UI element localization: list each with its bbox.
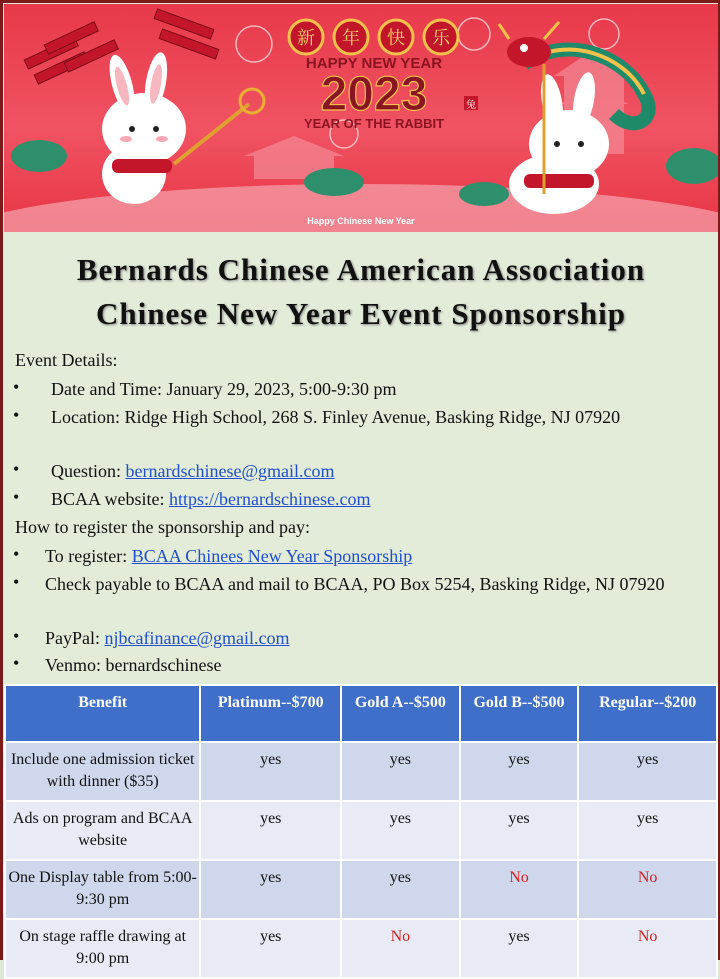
- banner-footer: Happy Chinese New Year: [307, 216, 415, 226]
- header-platinum: Platinum--$700: [200, 685, 341, 742]
- banner-happy-new-year: HAPPY NEW YEAR: [305, 55, 443, 72]
- bullet: •: [13, 572, 20, 592]
- paypal-item: [13, 626, 713, 651]
- tile-char-2: 年: [342, 28, 360, 49]
- tile-char-3: 快: [387, 28, 405, 49]
- banner-year: 2023: [320, 68, 428, 121]
- bullet: •: [13, 405, 20, 425]
- bullet: •: [13, 487, 20, 507]
- website-link[interactable]: https://bernardschinese.com: [169, 489, 371, 509]
- register-link[interactable]: BCAA Chinees New Year Sponsorship: [131, 546, 413, 566]
- register-heading: How to register the sponsorship and pay:: [15, 517, 310, 537]
- header-regular: Regular--$200: [578, 685, 717, 742]
- sponsorship-table: [4, 684, 718, 979]
- table-cell: yes: [578, 742, 717, 801]
- table-cell: yes: [341, 860, 460, 919]
- benefit-cell: On stage raffle drawing at 9:00 pm: [5, 919, 200, 978]
- bullet: •: [13, 544, 20, 564]
- new-year-banner: [4, 4, 718, 232]
- header-gold-b: Gold B--$500: [460, 685, 579, 742]
- register-label: To register:: [45, 546, 132, 566]
- table-header-row: [5, 685, 717, 742]
- event-location-item: [13, 405, 713, 457]
- header-gold-a: Gold A--$500: [341, 685, 460, 742]
- benefit-cell: One Display table from 5:00-9:30 pm: [5, 860, 200, 919]
- table-cell: yes: [578, 801, 717, 860]
- table-cell: yes: [460, 801, 579, 860]
- website-label: BCAA website:: [51, 489, 170, 509]
- title-association: Bernards Chinese American Association: [76, 252, 646, 287]
- table-cell: No: [460, 860, 579, 919]
- table-row: [5, 860, 717, 919]
- table-cell: No: [578, 919, 717, 978]
- register-item: [13, 544, 713, 569]
- bullet: •: [13, 626, 20, 646]
- check-item: [13, 572, 713, 624]
- table-row: [5, 742, 717, 801]
- date-label: Date and Time:: [51, 379, 167, 399]
- content-panel: [4, 232, 718, 967]
- table-cell: yes: [341, 742, 460, 801]
- table-row: [5, 919, 717, 978]
- event-question-item: [13, 459, 713, 484]
- benefit-cell: Ads on program and BCAA website: [5, 801, 200, 860]
- table-cell: yes: [460, 742, 579, 801]
- banner-seal: 兔: [466, 100, 476, 111]
- banner-illustration: [4, 4, 718, 232]
- table-cell: No: [341, 919, 460, 978]
- date-value: January 29, 2023, 5:00-9:30 pm: [166, 379, 397, 399]
- table-row: [5, 801, 717, 860]
- question-email-link[interactable]: bernardschinese@gmail.com: [125, 461, 335, 481]
- table-cell: yes: [200, 742, 341, 801]
- table-cell: No: [578, 860, 717, 919]
- left-rabbit: [102, 51, 264, 204]
- benefit-cell: Include one admission ticket with dinner ($35): [5, 742, 200, 801]
- check-text: Check payable to BCAA and mail to BCAA, PO Box 5254, Basking Ridge, NJ 07920: [45, 574, 665, 594]
- bullet: •: [13, 459, 20, 479]
- greeting-tiles: [289, 20, 458, 54]
- tile-char-1: 新: [297, 28, 315, 49]
- banner-year-of-rabbit: YEAR OF THE RABBIT: [303, 116, 445, 131]
- table-cell: yes: [460, 919, 579, 978]
- table-cell: yes: [200, 801, 341, 860]
- table-cell: yes: [200, 919, 341, 978]
- location-value: Ridge High School, 268 S. Finley Avenue, Basking Ridge, NJ 07920: [124, 407, 621, 427]
- right-rabbit: [509, 64, 609, 214]
- title-sponsorship: Chinese New Year Event Sponsorship: [95, 296, 627, 331]
- paypal-email-link[interactable]: njbcafinance@gmail.com: [104, 628, 290, 648]
- venmo-text: Venmo: bernardschinese: [45, 655, 222, 675]
- tile-char-4: 乐: [432, 28, 450, 49]
- paypal-label: PayPal:: [45, 628, 105, 648]
- table-cell: yes: [341, 801, 460, 860]
- event-date-item: [13, 377, 713, 402]
- question-label: Question:: [51, 461, 126, 481]
- table-cell: yes: [200, 860, 341, 919]
- event-website-item: [13, 487, 713, 512]
- event-details-heading: Event Details:: [15, 350, 118, 370]
- bullet: •: [13, 377, 20, 397]
- bullet: •: [13, 653, 20, 673]
- header-benefit: Benefit: [5, 685, 200, 742]
- location-label: Location:: [51, 407, 125, 427]
- venmo-item: [13, 653, 713, 678]
